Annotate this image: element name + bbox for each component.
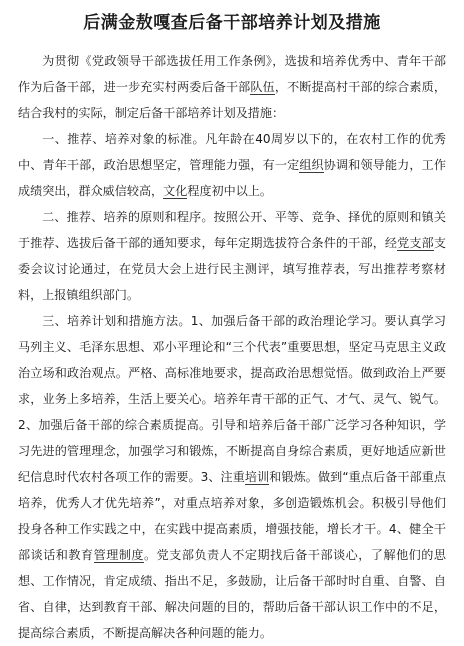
paragraph-text: 一、推荐、培养对象的标准。凡年龄在40周岁以下的，在农村工作的优秀中、青年干部，政治思想坚定，管理能力强，有一定	[18, 132, 446, 172]
paragraph	[18, 308, 446, 646]
paragraph-text: 。党支部负责人不定期找后备干部谈心，了解他们的思想、工作情况，肯定成绩、指出不足，多鼓励，让后备干部时时自重、自警、自省、自律，达到教育干部、解决问题的目的，帮助后备干部认识工作中的不足，提高综合素质，不断提高解决各种问题的能力。	[18, 548, 446, 640]
paragraph-text: 支委会议讨论通过，在党员大会上进行民主测评，填写推荐表，写出推荐考察材料，上报镇组织部门。	[18, 236, 446, 302]
underlined-term: 文化	[163, 184, 188, 198]
paragraph-text: ，不断提高村干部的综合素质，结合我村的实际，制定后备干部培养计划及措施：	[18, 80, 446, 120]
document-body	[18, 48, 446, 646]
paragraph-text: 为贯彻《党政领导干部选拔任用工作条例》，选拔和培养优秀中、青年干部作为后备干部，进一步充实村两委后备干部	[18, 54, 446, 94]
paragraph-text: 三、培养计划和措施方法。1、加强后备干部的政治理论学习。要认真学习马列主义、毛泽东思想、邓小平理论和“三个代表”重要思想，坚定马克思主义政治立场和政治观点。严格、高标准地要求，提高政治思想觉悟。做到政治上严要求，业务上多培养，生活上要关心。培养年青干部的正气、才气、灵气、锐气。2、加强后备干部的综合素质提高。引导和培养后备干部广泛学习各种知识，学习先进的管理理念，加强学习和锻炼，不断提高自身综合素质，更好地适应新世纪信息时代农村各项工作的需要。3、注重	[18, 314, 446, 484]
paragraph-text: 二、推荐、培养的原则和程序。按照公开、平等、竞争、择优的原则和镇关于推荐、选拔后备干部的通知要求，每年定期选拔符合条件的干部，经	[18, 210, 446, 250]
underlined-term: 队伍	[250, 80, 275, 94]
paragraph-text: 和锻炼。做到“重点后备干部重点培养，优秀人才优先培养”，对重点培养对象，多创造锻炼机会。积极引导他们投身各种工作实践之中，在实践中提高素质，增强技能，增长才干。4、健全干部谈话和教育	[18, 470, 446, 562]
paragraph	[18, 126, 446, 204]
paragraph-text: 程度初中以上。	[187, 184, 273, 198]
underlined-term: 培训	[244, 470, 270, 484]
underlined-term: 党支部	[397, 236, 434, 250]
paragraph	[18, 204, 446, 308]
underlined-term: 组织	[299, 158, 324, 172]
underlined-term: 管理制度	[93, 548, 145, 562]
paragraph-text: 协调和领导能力，工作成绩突出，群众威信较高，	[18, 158, 446, 198]
paragraph	[18, 48, 446, 126]
document-title: 后满金敖嘎查后备干部培养计划及措施	[83, 13, 381, 33]
